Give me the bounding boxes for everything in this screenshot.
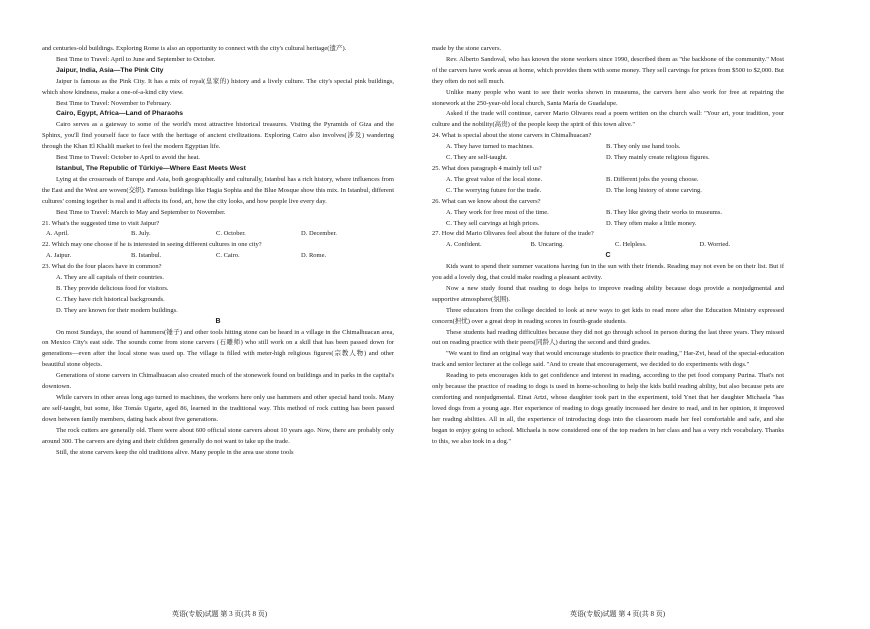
- question-25-options: [432, 175, 784, 186]
- question-22-options: [42, 251, 394, 262]
- passage-text: made by the stone carvers.: [432, 45, 502, 52]
- option[interactable]: A. Confident.: [446, 241, 482, 249]
- best-time: Best Time to Travel: April to June and September to October.: [56, 55, 216, 63]
- passage-text: While carvers in other areas long ago turned to machines, the workers here only use hammers and other special hand tools. Many are self-taught, but some, like Tomás Ugarte, aged 86, learned in the traditional way. This method of rock cutting has been passed down between family members, dating back about five generations.: [42, 394, 394, 423]
- question-21-options: [42, 229, 394, 240]
- passage-text: Rev. Alberto Sandoval, who has known the stone workers since 1990, described them as "the backbone of the community." Most of the carvers have work areas at home, which provides them with some money. They sell carvings for prices from $500 to $2,000. But they often do not sell much.: [432, 55, 784, 85]
- passage-text: These students had reading difficulties because they did not go through school in person during the last three years. They missed out on reading practice with their peers(同龄人) during the second and third grades.: [432, 328, 784, 347]
- passage-text: On most Sundays, the sound of hammers(锤子) and other tools hitting stone can be heard in a village in the Chimalhuacan area, on Mexico City's east side. The sounds come from stone carvers (石雕师) who still work on a skill that has been passed down for generations—even after the local stone was used up. The village is filled with meter-high religious figures(宗教人物) and other beautiful stone objects.: [42, 328, 394, 369]
- option[interactable]: C. Cairo.: [216, 252, 240, 260]
- passage-text: Unlike many people who want to see their works shown in museums, the carvers here also work for free at repairing the stonework at the 250-year-old local church, Santa María de Guadalupe.: [432, 88, 784, 107]
- option[interactable]: C. They sell carvings at high prices.: [446, 219, 540, 227]
- option[interactable]: D. December.: [301, 230, 337, 238]
- passage-text: and centuries-old buildings. Exploring Rome is also an opportunity to connect with the city's cultural heritage(遗产).: [42, 45, 347, 52]
- heading-cairo: Cairo, Egypt, Africa—Land of Pharaohs: [56, 110, 184, 118]
- passage-text: The rock cutters are generally old. There were about 600 official stone carvers about 10 years ago. Now, there are probably only around 300. The carvers are dying and their children generally do not want to take up the trade.: [42, 426, 394, 445]
- option[interactable]: C. They are self-taught.: [446, 154, 508, 162]
- heading-jaipur: Jaipur, India, Asia—The Pink City: [56, 66, 164, 74]
- option[interactable]: B. July.: [131, 230, 151, 238]
- question-24-options: [432, 153, 784, 164]
- question-25: 25. What does paragraph 4 mainly tell us?: [432, 164, 542, 172]
- option[interactable]: D. They are known for their modern buildings.: [56, 306, 178, 314]
- option[interactable]: A. They are all capitals of their countries.: [56, 274, 164, 282]
- page-footer-left: 英语(专版)试题 第 3 页(共 8 页): [172, 610, 268, 618]
- passage-text: "We want to find an original way that would encourage students to practice their reading," Har-Zvi, head of the special-education track and senior lecturer at the college said. "And to create that encouragement, we decided to do experiments with dogs.": [432, 350, 784, 369]
- option[interactable]: C. Helpless.: [615, 241, 647, 249]
- passage-text: Kids want to spend their summer vacations having fun in the sun with their friends. Reading may not even be on their list. But if you add a lovely dog, that could make reading a pleasant activity.: [432, 263, 784, 282]
- passage-text: Reading to pets encourages kids to get confidence and interest in reading, according to the pet food company Purina. That's not only because the practice of reading to dogs is used in home-schooling to help the kids build reading ability, but also because pets are comforting and nonjudgmental. Einat Artzi, whose daughter took part in the experiment, told Ynet that her daughter Michaela "has loved dogs from a young age. Her experience of reading to dogs greatly increased her desire to read, and in her opinion, it improved her reading abilities. All in all, the experience of introducing dogs into the classroom made her feel comfortable and safe, and she began to enjoy going to school. Michaela is now considered one of the top readers in her class and has a very rich vocabulary. Thanks to this, we also took in a dog.": [432, 372, 784, 445]
- left-column: [42, 44, 394, 458]
- best-time: Best Time to Travel: October to April to avoid the heat.: [56, 154, 200, 162]
- passage-text: Generations of stone carvers in Chimalhuacan also created much of the stonework found on buildings and in parks in the capital's downtown.: [42, 372, 394, 391]
- passage-text: Lying at the crossroads of Europe and Asia, both geographically and culturally, Istanbul has a rich history, where influences from the East and the West are woven(交织). Famous buildings like Hagia Sophia and the Blue Mosque show this mix. In Istanbul, different cultures' coming together is real and it affects its food, art, how the city looks, and how people live every day.: [42, 175, 394, 205]
- best-time: Best Time to Travel: March to May and September to November.: [56, 208, 226, 216]
- passage-text: Asked if the trade will continue, carver Mario Olivares read a poem written on the church wall: "Your art, your tradition, your culture and the nobility(高贵) of the people keep the spirit of this town alive.": [432, 110, 784, 129]
- option[interactable]: D. Rome.: [301, 252, 327, 260]
- option[interactable]: B. Uncaring.: [530, 241, 564, 249]
- question-25-options: [432, 186, 784, 197]
- option[interactable]: D. They often make a little money.: [606, 219, 697, 227]
- option[interactable]: B. Different jobs the young choose.: [606, 175, 699, 183]
- question-23: 23. What do the four places have in common?: [42, 263, 162, 271]
- question-22: 22. Which may one choose if he is interested in seeing different cultures in one city?: [42, 241, 262, 249]
- passage-text: Three educators from the college decided to look at new ways to get kids to read more after the Education Ministry expressed concern(担忧) over a great drop in reading scores in fourth-grade students.: [432, 306, 784, 325]
- question-24: 24. What is special about the stone carvers in Chimalhuacan?: [432, 132, 592, 140]
- right-column: [432, 44, 784, 448]
- passage-text: Jaipur is famous as the Pink City. It has a mix of royal(皇家的) history and a lively culture. The city's special pink buildings, which show kindness, make a one-of-a-kind city view.: [42, 77, 394, 96]
- option[interactable]: A. April.: [46, 230, 69, 238]
- question-27-options: [432, 240, 784, 251]
- question-26: 26. What can we know about the carvers?: [432, 197, 541, 205]
- option[interactable]: C. October.: [216, 230, 246, 238]
- option[interactable]: B. They only use hand tools.: [606, 143, 681, 151]
- question-21: 21. What's the suggested time to visit Jaipur?: [42, 219, 160, 227]
- option[interactable]: D. The long history of stone carving.: [606, 186, 702, 194]
- best-time: Best Time to Travel: November to February.: [56, 99, 172, 107]
- option[interactable]: B. Istanbul.: [131, 252, 162, 260]
- page-footer-right: 英语(专版)试题 第 4 页(共 8 页): [570, 610, 666, 618]
- question-26-options: [432, 208, 784, 219]
- question-27: 27. How did Mario Olivares feel about the future of the trade?: [432, 230, 594, 238]
- section-b-heading: B: [215, 317, 221, 325]
- option[interactable]: A. The great value of the local stone.: [446, 175, 543, 183]
- passage-text: Still, the stone carvers keep the old traditions alive. Many people in the area use stone tools: [56, 448, 294, 456]
- option[interactable]: B. They provide delicious food for visitors.: [56, 284, 169, 292]
- passage-text: Now a new study found that reading to dogs helps to improve reading ability because dogs provide a nonjudgmental and supportive atmosphere(氛围).: [432, 284, 784, 303]
- question-26-options: [432, 219, 784, 230]
- section-c-heading: C: [605, 252, 611, 260]
- passage-text: Cairo serves as a gateway to some of the world's most attractive historical treasures. Visiting the Pyramids of Giza and the Sphinx, you'll find yourself face to face with the heritage of ancient civilizations. Exploring Cairo also involves(涉及) wandering through the Khan El Khalili market to feel the modern Egyptian life.: [42, 121, 394, 151]
- option[interactable]: D. Worried.: [699, 241, 731, 249]
- option[interactable]: A. Jaipur.: [46, 252, 72, 260]
- option[interactable]: A. They have turned to machines.: [446, 143, 534, 151]
- option[interactable]: B. They like giving their works to museums.: [606, 208, 722, 216]
- option[interactable]: A. They work for free most of the time.: [446, 208, 549, 216]
- heading-istanbul: Istanbul, The Republic of Türkiye—Where East Meets West: [56, 164, 246, 172]
- option[interactable]: C. They have rich historical backgrounds.: [56, 295, 165, 303]
- option[interactable]: C. The worrying future for the trade.: [446, 186, 542, 194]
- question-24-options: [432, 142, 784, 153]
- option[interactable]: D. They mainly create religious figures.: [606, 154, 710, 162]
